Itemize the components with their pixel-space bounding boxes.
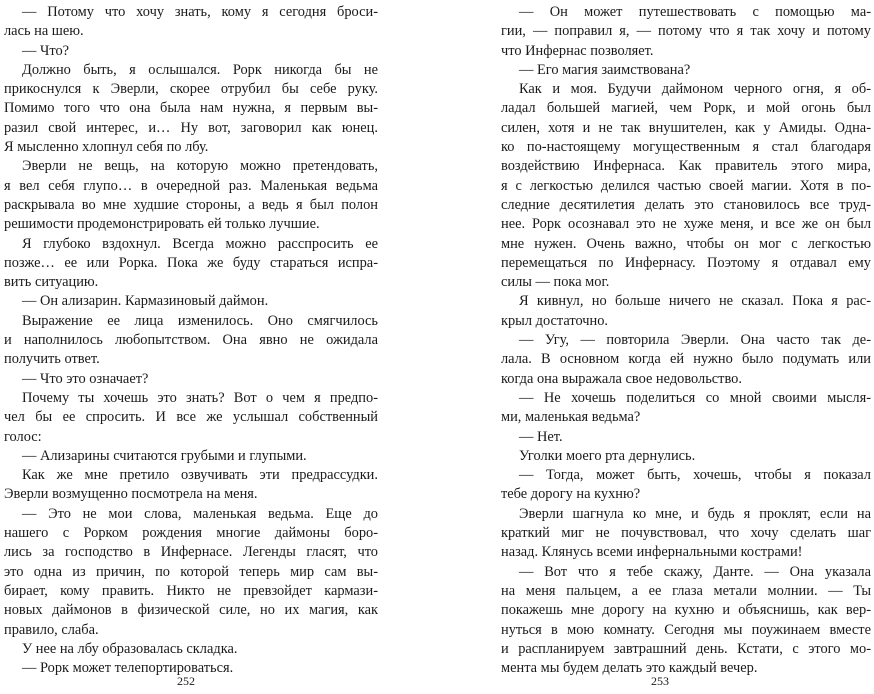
text-line: и распланируем завтрашний день. Кстати, с этого мо- (501, 640, 871, 657)
text-line: Должно быть, я ослышался. Рорк никогда бы не (22, 61, 378, 78)
text-line: ко по-настоящему могущественным я стал благодаря (501, 139, 871, 156)
right-page (437, 0, 874, 694)
text-line: новых даймонов в физической силе, но их магия, как (4, 602, 378, 619)
text-line: — Он может путешествовать с помощью ма- (519, 4, 871, 20)
text-line: Я мысленно хлопнул себя по лбу. (4, 139, 209, 156)
text-line: крыл достаточно. (501, 312, 609, 329)
text-line: Эверли шагнула ко мне, и будь я проклят, если на (519, 505, 871, 522)
text-line: перемещаться по Инфернасу. Поэтому я отдавал ему (501, 254, 871, 271)
text-line: Эверли возмущенно посмотрела на меня. (4, 486, 258, 503)
text-line: раскрывала во мне худшие стороны, а ведь я был полон (4, 196, 378, 213)
text-line: — Не хочешь поделиться со мной своими мысля- (519, 389, 871, 406)
text-line: нее. Рорк осознавал это не хуже меня, и все же он был (501, 216, 871, 233)
text-line: и наполнилось любопытством. Она явно не ожидала (4, 332, 378, 349)
text-line: я вел себя глупо… в очередной раз. Маленькая ведьма (4, 177, 378, 194)
text-line: краткий миг не почувствовал, что хочу сделать шаг (501, 525, 871, 542)
text-line: Как и моя. Будучи даймоном черного огня, я об- (519, 81, 871, 98)
text-line: воздействию Инфернаса. Как правитель этого мира, (501, 158, 871, 175)
text-line: голос: (4, 428, 42, 445)
text-line: — Нет. (519, 428, 563, 445)
text-line: Выражение ее лица изменилось. Оно смягчилось (22, 312, 378, 329)
text-line: я с легкостью делился частью своей магии. Хотя в по- (501, 177, 871, 194)
text-line: мента мы будем делать это каждый вечер. (501, 660, 758, 677)
text-line: когда она выражала свое недовольство. (501, 370, 742, 387)
text-line: Я глубоко вздохнул. Всегда можно расспросить ее (22, 235, 378, 252)
text-line: позже… ее или Рорка. Пока же буду стараться испра- (4, 254, 378, 271)
text-line: покажешь мне дорогу на кухню и объяснишь, как вер- (501, 602, 871, 619)
text-line: вить ситуацию. (4, 274, 99, 291)
text-line: — Потому что хочу знать, кому я сегодня броси- (22, 4, 378, 20)
text-line: мне нужен. Очень важно, чтобы он мог с легкостью (501, 235, 871, 252)
text-line: — Его магия заимствована? (519, 61, 691, 78)
text-line: — Ализарины считаются грубыми и глупыми. (22, 447, 307, 464)
text-line: У нее на лбу образовалась складка. (22, 640, 238, 657)
text-line: — Это не мои слова, маленькая ведьма. Еще до (22, 505, 378, 522)
text-line: ладал большей магией, чем Рорк, и мой огонь был (501, 100, 871, 117)
left-page-text (4, 3, 378, 678)
text-line: лась на шею. (4, 23, 84, 40)
page-number-right: 253 (651, 674, 669, 688)
text-line: Я кивнул, но больше ничего не сказал. Пока я рас- (519, 293, 871, 310)
text-line: лись за господство в Инфернасе. Легенды гласят, что (4, 544, 378, 561)
text-line: тебе дорогу на кухню? (501, 486, 641, 503)
text-line: — Рорк может телепортироваться. (22, 660, 234, 677)
text-line: — Что? (22, 42, 70, 59)
text-line: бирает, кому править. Никто не превзойдет кармази- (4, 582, 378, 599)
text-line: что Инфернас позволяет. (501, 42, 654, 59)
text-line: чел бы ее спросить. И все же услышал собственный (4, 409, 378, 426)
text-line: — Угу, — повторила Эверли. Она часто так де- (519, 332, 871, 349)
text-line: Помимо того что она была нам нужна, я первым вы- (4, 100, 378, 117)
text-line: силы — пока мог. (501, 274, 610, 291)
text-line: решимости продемонстрировать ей только лучшие. (4, 216, 320, 233)
right-page-text (501, 3, 871, 678)
text-line: нуться в мою комнату. Сегодня мы поужинаем вместе (501, 621, 871, 638)
text-line: — Что это означает? (22, 370, 149, 387)
text-line: прикоснулся к Эверли, скорее отрубил бы себе руку. (4, 81, 378, 98)
text-line: назад. Клянусь всеми инфернальными кострами! (501, 544, 803, 561)
text-line: разил свой интерес, и… Ну вот, заговорил как юнец. (4, 119, 378, 136)
text-line: Как же мне претило озвучивать эти предрассудки. (22, 467, 378, 484)
text-line: лала. В основном когда ей нужно было подумать или (501, 351, 871, 368)
page-number-left: 252 (177, 674, 195, 688)
text-line: на меня пальцем, а ее глаза метали молнии. — Ты (501, 582, 871, 599)
text-line: это одна из причин, по которой теперь мир сам вы- (4, 563, 378, 580)
text-line: — Он ализарин. Кармазиновый даймон. (22, 293, 269, 310)
text-line: гии, — поправил я, — потому что я так хочу и потому (501, 23, 871, 40)
text-line: следние десятилетия делать это становилось все труд- (501, 196, 871, 213)
text-line: — Вот что я тебе скажу, Данте. — Она указала (519, 563, 871, 580)
text-line: Эверли не вещь, на которую можно претендовать, (22, 158, 378, 175)
text-line: силен, хотя и не так внушителен, как у Амиды. Одна- (501, 119, 871, 136)
text-line: — Тогда, может быть, хочешь, чтобы я показал (519, 467, 871, 484)
text-line: Уголки моего рта дернулись. (519, 447, 696, 464)
text-line: правило, слаба. (4, 621, 99, 638)
text-line: нашего с Рорком рождения многие даймоны боро- (4, 525, 378, 542)
text-line: Почему ты хочешь это знать? Вот о чем я предпо- (22, 389, 378, 406)
text-line: получить ответ. (4, 351, 100, 368)
text-line: ми, маленькая ведьма? (501, 409, 641, 426)
